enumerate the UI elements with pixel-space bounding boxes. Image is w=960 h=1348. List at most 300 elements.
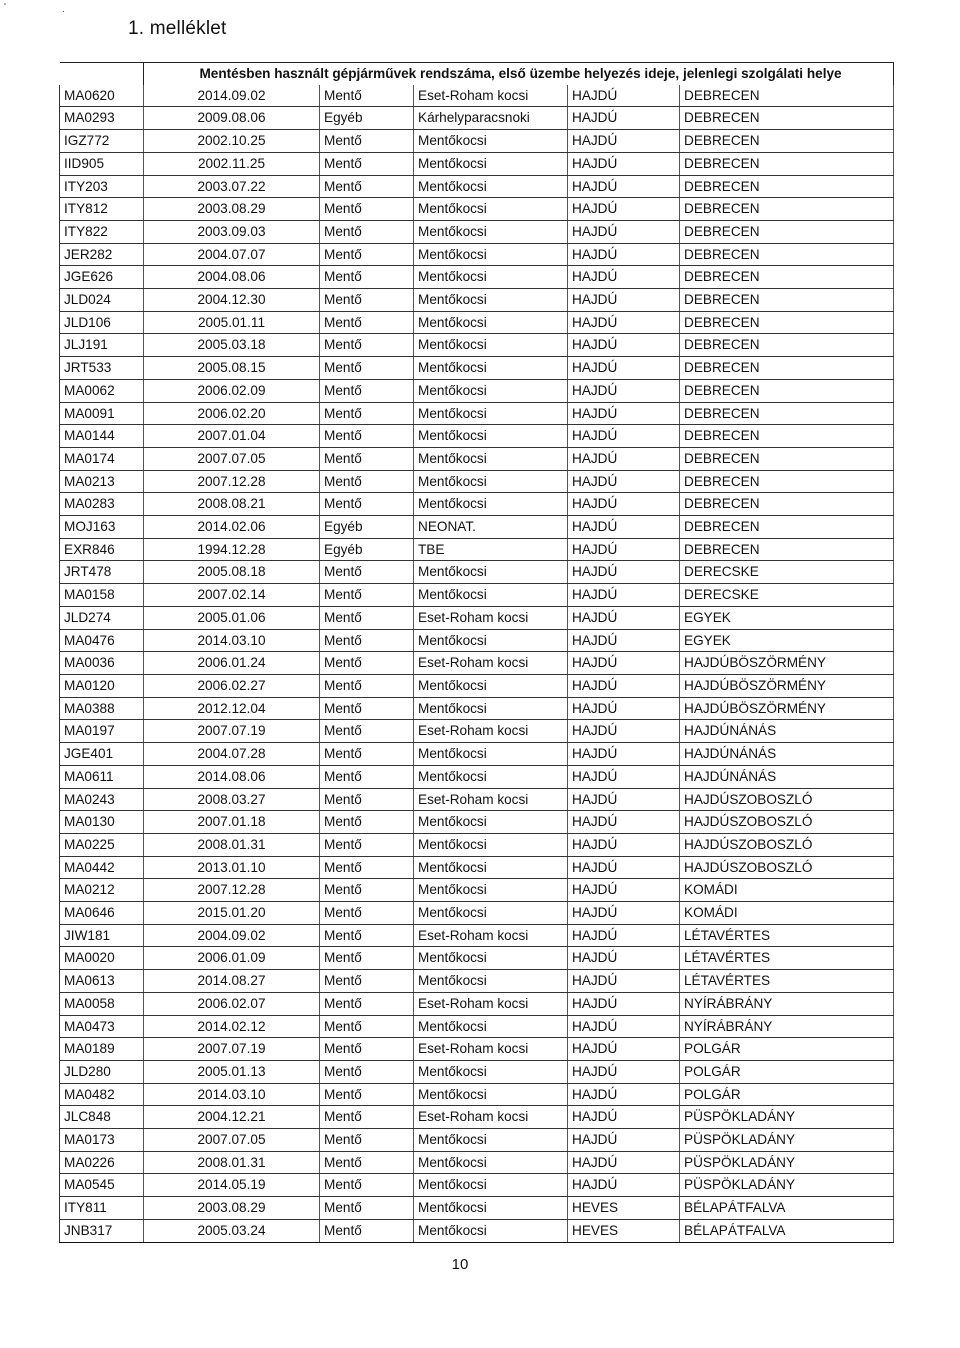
category-cell: Mentő xyxy=(320,561,414,584)
category-cell: Mentő xyxy=(320,811,414,834)
vehicle-type-cell: Mentőkocsi xyxy=(414,311,568,334)
commission-date-cell: 2014.02.12 xyxy=(144,1015,320,1038)
commission-date-cell: 2015.01.20 xyxy=(144,902,320,925)
plate-number-cell: EXR846 xyxy=(60,538,144,561)
plate-number-cell: MA0476 xyxy=(60,629,144,652)
vehicle-type-cell: Mentőkocsi xyxy=(414,584,568,607)
commission-date-cell: 2007.01.18 xyxy=(144,811,320,834)
plate-number-cell: JLC848 xyxy=(60,1106,144,1129)
category-cell: Mentő xyxy=(320,1219,414,1242)
table-row xyxy=(60,198,894,221)
category-cell: Mentő xyxy=(320,1015,414,1038)
station-cell: DEBRECEN xyxy=(680,516,894,539)
commission-date-cell: 2014.08.27 xyxy=(144,970,320,993)
plate-number-cell: MA0212 xyxy=(60,879,144,902)
scan-mark: ' xyxy=(4,2,6,13)
vehicle-type-cell: Mentőkocsi xyxy=(414,833,568,856)
station-cell: DEBRECEN xyxy=(680,243,894,266)
table-row xyxy=(60,1083,894,1106)
station-cell: DEBRECEN xyxy=(680,85,894,107)
commission-date-cell: 2008.01.31 xyxy=(144,1151,320,1174)
plate-number-cell: MA0611 xyxy=(60,765,144,788)
plate-number-cell: MA0545 xyxy=(60,1174,144,1197)
county-cell: HAJDÚ xyxy=(568,879,680,902)
plate-number-cell: MA0613 xyxy=(60,970,144,993)
station-cell: DEBRECEN xyxy=(680,493,894,516)
plate-number-cell: MA0226 xyxy=(60,1151,144,1174)
county-cell: HAJDÚ xyxy=(568,289,680,312)
vehicle-type-cell: Mentőkocsi xyxy=(414,1060,568,1083)
category-cell: Mentő xyxy=(320,833,414,856)
category-cell: Mentő xyxy=(320,652,414,675)
page-number: 10 xyxy=(451,1256,469,1273)
station-cell: DEBRECEN xyxy=(680,289,894,312)
vehicle-type-cell: Mentőkocsi xyxy=(414,1129,568,1152)
vehicle-type-cell: Mentőkocsi xyxy=(414,811,568,834)
station-cell: HAJDÚBÖSZÖRMÉNY xyxy=(680,652,894,675)
station-cell: DERECSKE xyxy=(680,561,894,584)
table-row xyxy=(60,85,894,107)
table-row xyxy=(60,811,894,834)
category-cell: Mentő xyxy=(320,175,414,198)
category-cell: Mentő xyxy=(320,243,414,266)
table-row xyxy=(60,833,894,856)
county-cell: HAJDÚ xyxy=(568,311,680,334)
county-cell: HAJDÚ xyxy=(568,1174,680,1197)
county-cell: HAJDÚ xyxy=(568,765,680,788)
vehicle-type-cell: Mentőkocsi xyxy=(414,765,568,788)
station-cell: EGYEK xyxy=(680,606,894,629)
category-cell: Mentő xyxy=(320,493,414,516)
category-cell: Mentő xyxy=(320,402,414,425)
commission-date-cell: 2014.08.06 xyxy=(144,765,320,788)
category-cell: Mentő xyxy=(320,902,414,925)
table-row xyxy=(60,674,894,697)
category-cell: Mentő xyxy=(320,1129,414,1152)
category-cell: Mentő xyxy=(320,1197,414,1220)
station-cell: LÉTAVÉRTES xyxy=(680,970,894,993)
table-row xyxy=(60,629,894,652)
plate-number-cell: MA0283 xyxy=(60,493,144,516)
county-cell: HAJDÚ xyxy=(568,970,680,993)
vehicle-type-cell: Mentőkocsi xyxy=(414,1151,568,1174)
station-cell: HAJDÚNÁNÁS xyxy=(680,720,894,743)
category-cell: Mentő xyxy=(320,1106,414,1129)
table-row xyxy=(60,493,894,516)
plate-number-cell: MA0130 xyxy=(60,811,144,834)
commission-date-cell: 2007.07.19 xyxy=(144,720,320,743)
station-cell: HAJDÚNÁNÁS xyxy=(680,765,894,788)
category-cell: Mentő xyxy=(320,697,414,720)
commission-date-cell: 2007.07.05 xyxy=(144,1129,320,1152)
station-cell: NYÍRÁBRÁNY xyxy=(680,992,894,1015)
station-cell: NYÍRÁBRÁNY xyxy=(680,1015,894,1038)
vehicle-type-cell: Mentőkocsi xyxy=(414,493,568,516)
plate-number-cell: MA0173 xyxy=(60,1129,144,1152)
county-cell: HAJDÚ xyxy=(568,266,680,289)
county-cell: HAJDÚ xyxy=(568,402,680,425)
category-cell: Mentő xyxy=(320,992,414,1015)
category-cell: Mentő xyxy=(320,266,414,289)
vehicle-type-cell: Eset-Roham kocsi xyxy=(414,1038,568,1061)
category-cell: Mentő xyxy=(320,130,414,153)
county-cell: HAJDÚ xyxy=(568,947,680,970)
category-cell: Mentő xyxy=(320,743,414,766)
plate-number-cell: MA0158 xyxy=(60,584,144,607)
county-cell: HAJDÚ xyxy=(568,924,680,947)
table-row xyxy=(60,1197,894,1220)
vehicle-type-cell: Mentőkocsi xyxy=(414,902,568,925)
category-cell: Mentő xyxy=(320,334,414,357)
county-cell: HAJDÚ xyxy=(568,1129,680,1152)
county-cell: HAJDÚ xyxy=(568,584,680,607)
vehicle-type-cell: Mentőkocsi xyxy=(414,289,568,312)
county-cell: HAJDÚ xyxy=(568,674,680,697)
table-row xyxy=(60,311,894,334)
category-cell: Mentő xyxy=(320,1060,414,1083)
station-cell: DEBRECEN xyxy=(680,538,894,561)
county-cell: HAJDÚ xyxy=(568,720,680,743)
plate-number-cell: ITY822 xyxy=(60,220,144,243)
station-cell: DEBRECEN xyxy=(680,220,894,243)
category-cell: Mentő xyxy=(320,1151,414,1174)
commission-date-cell: 2007.02.14 xyxy=(144,584,320,607)
commission-date-cell: 2003.07.22 xyxy=(144,175,320,198)
category-cell: Egyéb xyxy=(320,107,414,130)
plate-number-cell: JLD024 xyxy=(60,289,144,312)
table-row xyxy=(60,697,894,720)
station-cell: HAJDÚSZOBOSZLÓ xyxy=(680,788,894,811)
table-row xyxy=(60,516,894,539)
category-cell: Mentő xyxy=(320,1038,414,1061)
category-cell: Mentő xyxy=(320,970,414,993)
commission-date-cell: 2005.08.15 xyxy=(144,357,320,380)
county-cell: HAJDÚ xyxy=(568,833,680,856)
category-cell: Mentő xyxy=(320,765,414,788)
station-cell: DEBRECEN xyxy=(680,130,894,153)
commission-date-cell: 2014.05.19 xyxy=(144,1174,320,1197)
plate-number-cell: JLJ191 xyxy=(60,334,144,357)
plate-number-cell: MA0020 xyxy=(60,947,144,970)
plate-number-cell: JER282 xyxy=(60,243,144,266)
commission-date-cell: 2014.03.10 xyxy=(144,629,320,652)
county-cell: HAJDÚ xyxy=(568,697,680,720)
commission-date-cell: 2005.03.24 xyxy=(144,1219,320,1242)
category-cell: Mentő xyxy=(320,674,414,697)
commission-date-cell: 2014.09.02 xyxy=(144,85,320,107)
plate-number-cell: MA0482 xyxy=(60,1083,144,1106)
station-cell: DEBRECEN xyxy=(680,107,894,130)
station-cell: POLGÁR xyxy=(680,1083,894,1106)
station-cell: DEBRECEN xyxy=(680,379,894,402)
commission-date-cell: 2004.07.28 xyxy=(144,743,320,766)
county-cell: HAJDÚ xyxy=(568,107,680,130)
table-row xyxy=(60,1174,894,1197)
commission-date-cell: 2008.08.21 xyxy=(144,493,320,516)
station-cell: HAJDÚBÖSZÖRMÉNY xyxy=(680,674,894,697)
county-cell: HEVES xyxy=(568,1197,680,1220)
county-cell: HAJDÚ xyxy=(568,334,680,357)
plate-number-cell: MA0062 xyxy=(60,379,144,402)
table-row xyxy=(60,584,894,607)
commission-date-cell: 2014.03.10 xyxy=(144,1083,320,1106)
county-cell: HAJDÚ xyxy=(568,379,680,402)
station-cell: PÜSPÖKLADÁNY xyxy=(680,1151,894,1174)
table-row xyxy=(60,1219,894,1242)
table-row xyxy=(60,606,894,629)
plate-number-cell: MA0058 xyxy=(60,992,144,1015)
plate-number-cell: MA0620 xyxy=(60,85,144,107)
plate-number-cell: MA0120 xyxy=(60,674,144,697)
vehicle-type-cell: Eset-Roham kocsi xyxy=(414,606,568,629)
table-row xyxy=(60,447,894,470)
category-cell: Mentő xyxy=(320,379,414,402)
vehicle-type-cell: Mentőkocsi xyxy=(414,856,568,879)
station-cell: DEBRECEN xyxy=(680,152,894,175)
category-cell: Mentő xyxy=(320,720,414,743)
category-cell: Egyéb xyxy=(320,538,414,561)
commission-date-cell: 2005.01.11 xyxy=(144,311,320,334)
plate-number-cell: IGZ772 xyxy=(60,130,144,153)
vehicle-table xyxy=(59,62,894,1243)
table-title-row xyxy=(60,63,894,85)
vehicle-type-cell: Mentőkocsi xyxy=(414,425,568,448)
plate-number-cell: MA0473 xyxy=(60,1015,144,1038)
plate-number-cell: MA0243 xyxy=(60,788,144,811)
plate-number-cell: MA0189 xyxy=(60,1038,144,1061)
category-cell: Mentő xyxy=(320,1083,414,1106)
vehicle-type-cell: Mentőkocsi xyxy=(414,1083,568,1106)
county-cell: HAJDÚ xyxy=(568,902,680,925)
station-cell: LÉTAVÉRTES xyxy=(680,947,894,970)
county-cell: HAJDÚ xyxy=(568,1151,680,1174)
county-cell: HAJDÚ xyxy=(568,652,680,675)
scan-mark: . xyxy=(62,4,65,15)
vehicle-type-cell: Eset-Roham kocsi xyxy=(414,652,568,675)
vehicle-type-cell: Mentőkocsi xyxy=(414,879,568,902)
plate-number-cell: MA0646 xyxy=(60,902,144,925)
station-cell: DEBRECEN xyxy=(680,175,894,198)
county-cell: HAJDÚ xyxy=(568,447,680,470)
commission-date-cell: 2008.03.27 xyxy=(144,788,320,811)
category-cell: Mentő xyxy=(320,606,414,629)
plate-number-cell: MOJ163 xyxy=(60,516,144,539)
county-cell: HEVES xyxy=(568,1219,680,1242)
vehicle-type-cell: Mentőkocsi xyxy=(414,947,568,970)
station-cell: HAJDÚSZOBOSZLÓ xyxy=(680,833,894,856)
county-cell: HAJDÚ xyxy=(568,992,680,1015)
category-cell: Mentő xyxy=(320,289,414,312)
vehicle-type-cell: Mentőkocsi xyxy=(414,697,568,720)
vehicle-type-cell: Eset-Roham kocsi xyxy=(414,992,568,1015)
station-cell: KOMÁDI xyxy=(680,879,894,902)
commission-date-cell: 2004.08.06 xyxy=(144,266,320,289)
station-cell: DEBRECEN xyxy=(680,198,894,221)
plate-number-cell: MA0144 xyxy=(60,425,144,448)
station-cell: POLGÁR xyxy=(680,1038,894,1061)
category-cell: Mentő xyxy=(320,470,414,493)
station-cell: BÉLAPÁTFALVA xyxy=(680,1197,894,1220)
commission-date-cell: 2003.08.29 xyxy=(144,198,320,221)
plate-number-cell: ITY812 xyxy=(60,198,144,221)
table-row xyxy=(60,788,894,811)
page-heading: 1. melléklet xyxy=(128,18,227,39)
category-cell: Mentő xyxy=(320,85,414,107)
commission-date-cell: 2007.12.28 xyxy=(144,879,320,902)
category-cell: Mentő xyxy=(320,425,414,448)
commission-date-cell: 2006.02.07 xyxy=(144,992,320,1015)
table-title-spacer xyxy=(60,63,144,85)
vehicle-type-cell: Mentőkocsi xyxy=(414,1219,568,1242)
county-cell: HAJDÚ xyxy=(568,198,680,221)
commission-date-cell: 2012.12.04 xyxy=(144,697,320,720)
station-cell: DEBRECEN xyxy=(680,425,894,448)
station-cell: POLGÁR xyxy=(680,1060,894,1083)
station-cell: DEBRECEN xyxy=(680,266,894,289)
table-row xyxy=(60,720,894,743)
commission-date-cell: 2009.08.06 xyxy=(144,107,320,130)
station-cell: LÉTAVÉRTES xyxy=(680,924,894,947)
table-row xyxy=(60,992,894,1015)
station-cell: PÜSPÖKLADÁNY xyxy=(680,1174,894,1197)
plate-number-cell: JGE626 xyxy=(60,266,144,289)
category-cell: Mentő xyxy=(320,198,414,221)
plate-number-cell: JRT533 xyxy=(60,357,144,380)
table-row xyxy=(60,357,894,380)
station-cell: KOMÁDI xyxy=(680,902,894,925)
vehicle-type-cell: Kárhelyparacsnoki xyxy=(414,107,568,130)
station-cell: DEBRECEN xyxy=(680,357,894,380)
county-cell: HAJDÚ xyxy=(568,856,680,879)
plate-number-cell: IID905 xyxy=(60,152,144,175)
county-cell: HAJDÚ xyxy=(568,152,680,175)
county-cell: HAJDÚ xyxy=(568,243,680,266)
table-row xyxy=(60,924,894,947)
station-cell: HAJDÚSZOBOSZLÓ xyxy=(680,811,894,834)
vehicle-type-cell: Mentőkocsi xyxy=(414,379,568,402)
table-row xyxy=(60,470,894,493)
county-cell: HAJDÚ xyxy=(568,538,680,561)
vehicle-type-cell: Mentőkocsi xyxy=(414,743,568,766)
table-row xyxy=(60,1038,894,1061)
table-row xyxy=(60,220,894,243)
county-cell: HAJDÚ xyxy=(568,357,680,380)
county-cell: HAJDÚ xyxy=(568,85,680,107)
commission-date-cell: 2013.01.10 xyxy=(144,856,320,879)
table-row xyxy=(60,425,894,448)
county-cell: HAJDÚ xyxy=(568,1038,680,1061)
vehicle-type-cell: Mentőkocsi xyxy=(414,243,568,266)
vehicle-type-cell: Mentőkocsi xyxy=(414,266,568,289)
plate-number-cell: JNB317 xyxy=(60,1219,144,1242)
plate-number-cell: MA0197 xyxy=(60,720,144,743)
category-cell: Mentő xyxy=(320,788,414,811)
table-row xyxy=(60,561,894,584)
table-row xyxy=(60,107,894,130)
table-row xyxy=(60,402,894,425)
commission-date-cell: 2004.12.21 xyxy=(144,1106,320,1129)
table-row xyxy=(60,970,894,993)
vehicle-type-cell: Mentőkocsi xyxy=(414,334,568,357)
table-row xyxy=(60,947,894,970)
county-cell: HAJDÚ xyxy=(568,788,680,811)
commission-date-cell: 2005.03.18 xyxy=(144,334,320,357)
station-cell: HAJDÚBÖSZÖRMÉNY xyxy=(680,697,894,720)
table-row xyxy=(60,879,894,902)
county-cell: HAJDÚ xyxy=(568,130,680,153)
table-title: Mentésben használt gépjárművek rendszáma, első üzembe helyezés ideje, jelenlegi szolgálati helye xyxy=(144,63,894,85)
table-row xyxy=(60,1060,894,1083)
commission-date-cell: 1994.12.28 xyxy=(144,538,320,561)
table-row xyxy=(60,902,894,925)
station-cell: BÉLAPÁTFALVA xyxy=(680,1219,894,1242)
category-cell: Mentő xyxy=(320,879,414,902)
county-cell: HAJDÚ xyxy=(568,1083,680,1106)
commission-date-cell: 2007.12.28 xyxy=(144,470,320,493)
plate-number-cell: MA0293 xyxy=(60,107,144,130)
vehicle-type-cell: Mentőkocsi xyxy=(414,357,568,380)
table-row xyxy=(60,1015,894,1038)
table-row xyxy=(60,175,894,198)
county-cell: HAJDÚ xyxy=(568,175,680,198)
category-cell: Mentő xyxy=(320,447,414,470)
station-cell: PÜSPÖKLADÁNY xyxy=(680,1129,894,1152)
commission-date-cell: 2002.10.25 xyxy=(144,130,320,153)
table-row xyxy=(60,289,894,312)
category-cell: Mentő xyxy=(320,947,414,970)
vehicle-type-cell: Eset-Roham kocsi xyxy=(414,85,568,107)
table-row xyxy=(60,743,894,766)
station-cell: HAJDÚSZOBOSZLÓ xyxy=(680,856,894,879)
plate-number-cell: MA0225 xyxy=(60,833,144,856)
plate-number-cell: MA0442 xyxy=(60,856,144,879)
vehicle-type-cell: Mentőkocsi xyxy=(414,402,568,425)
category-cell: Egyéb xyxy=(320,516,414,539)
commission-date-cell: 2006.02.20 xyxy=(144,402,320,425)
plate-number-cell: JLD280 xyxy=(60,1060,144,1083)
category-cell: Mentő xyxy=(320,152,414,175)
vehicle-type-cell: Mentőkocsi xyxy=(414,674,568,697)
station-cell: DEBRECEN xyxy=(680,470,894,493)
commission-date-cell: 2007.01.04 xyxy=(144,425,320,448)
category-cell: Mentő xyxy=(320,220,414,243)
plate-number-cell: MA0174 xyxy=(60,447,144,470)
vehicle-type-cell: Eset-Roham kocsi xyxy=(414,1106,568,1129)
table-row xyxy=(60,1129,894,1152)
table-row xyxy=(60,130,894,153)
vehicle-type-cell: Mentőkocsi xyxy=(414,1197,568,1220)
table-row xyxy=(60,1106,894,1129)
vehicle-type-cell: Mentőkocsi xyxy=(414,1015,568,1038)
county-cell: HAJDÚ xyxy=(568,743,680,766)
vehicle-type-cell: Mentőkocsi xyxy=(414,152,568,175)
commission-date-cell: 2004.09.02 xyxy=(144,924,320,947)
table-row xyxy=(60,152,894,175)
vehicle-type-cell: Eset-Roham kocsi xyxy=(414,924,568,947)
category-cell: Mentő xyxy=(320,856,414,879)
commission-date-cell: 2007.07.05 xyxy=(144,447,320,470)
table-body xyxy=(60,85,894,1242)
vehicle-type-cell: Mentőkocsi xyxy=(414,175,568,198)
table-row xyxy=(60,765,894,788)
county-cell: HAJDÚ xyxy=(568,1015,680,1038)
vehicle-type-cell: TBE xyxy=(414,538,568,561)
commission-date-cell: 2008.01.31 xyxy=(144,833,320,856)
vehicle-type-cell: Eset-Roham kocsi xyxy=(414,788,568,811)
county-cell: HAJDÚ xyxy=(568,606,680,629)
county-cell: HAJDÚ xyxy=(568,220,680,243)
plate-number-cell: MA0213 xyxy=(60,470,144,493)
